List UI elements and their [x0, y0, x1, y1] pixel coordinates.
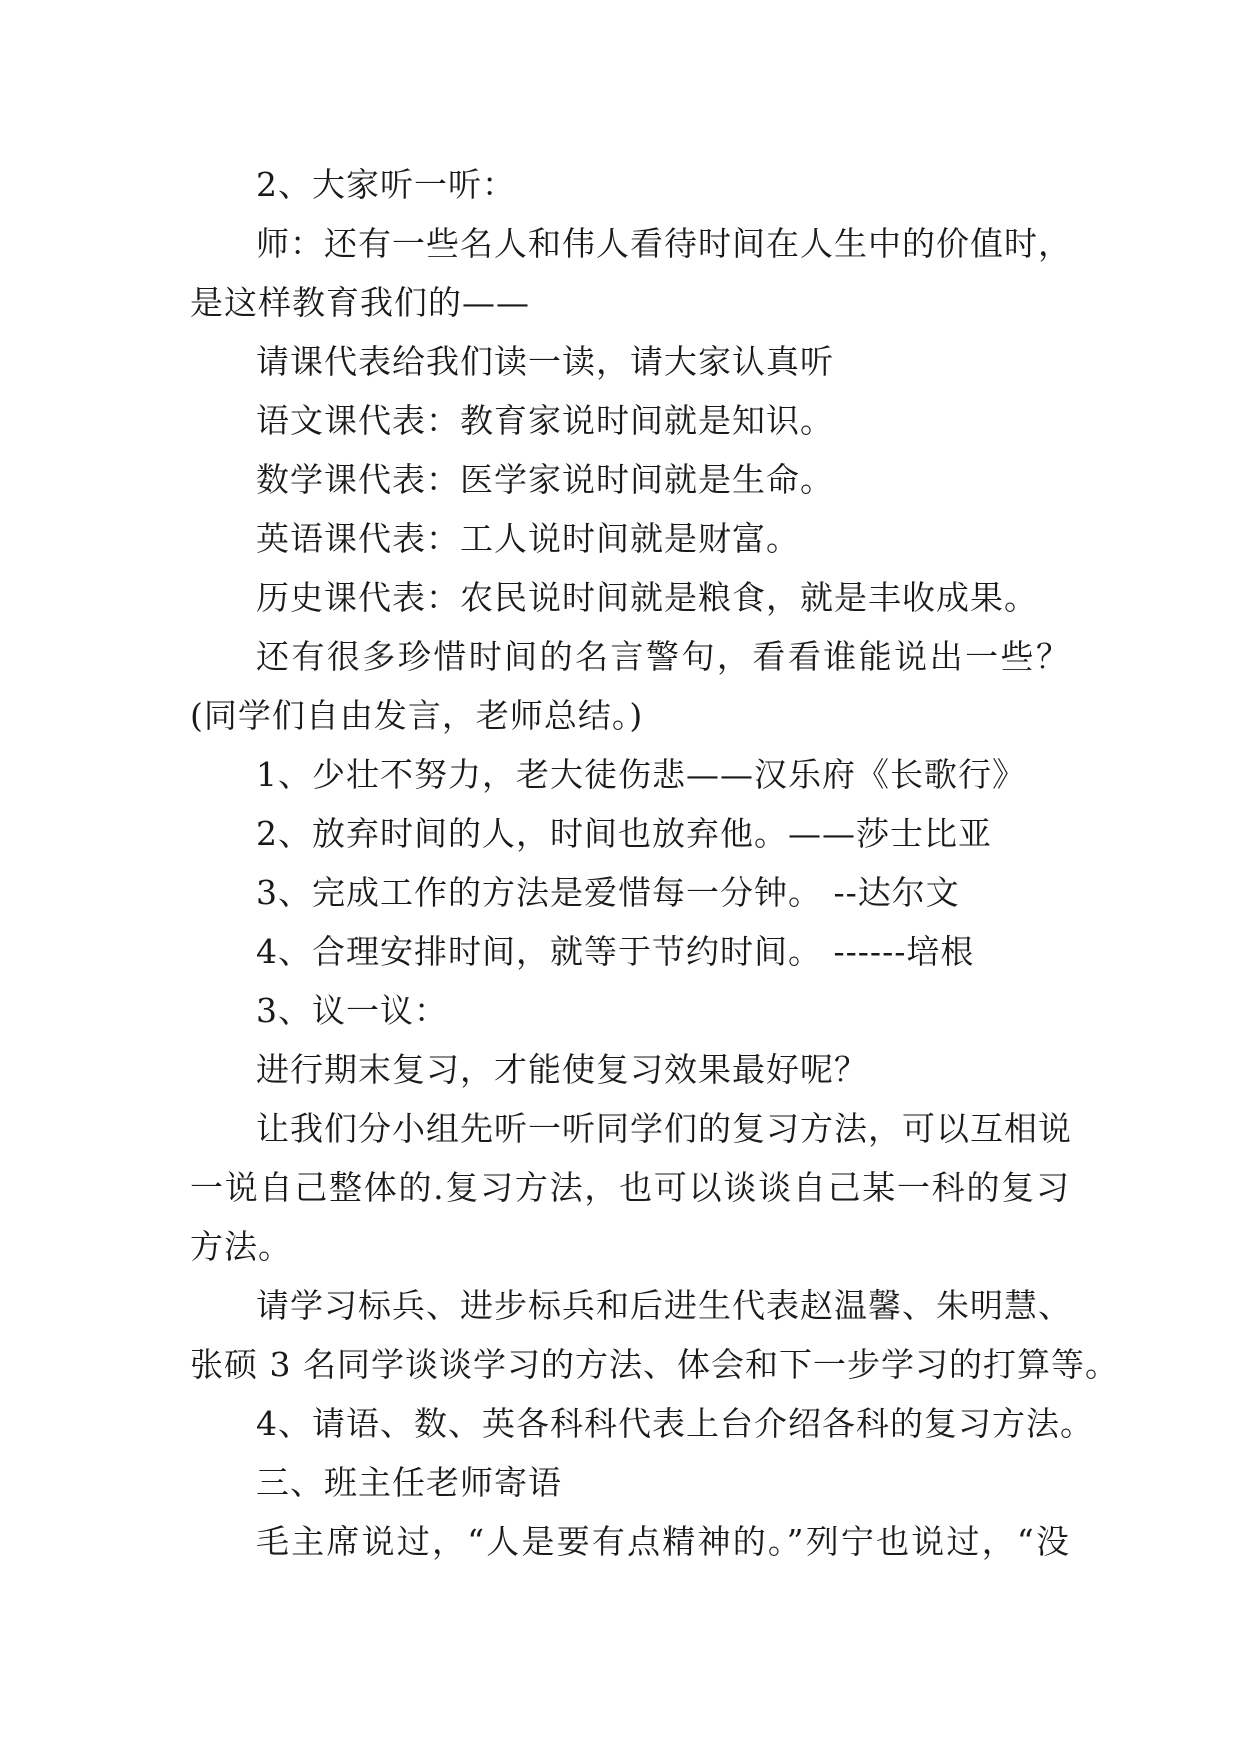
paragraph-line: 4、请语、数、英各科科代表上台介绍各科的复习方法。: [256, 1404, 1094, 1443]
paragraph-line: 让我们分小组先听一听同学们的复习方法，可以互相说: [256, 1109, 1072, 1148]
paragraph-line: 语文课代表：教育家说时间就是知识。: [256, 401, 834, 440]
paragraph-line: 还有很多珍惜时间的名言警句，看看谁能说出一些？: [256, 637, 1070, 676]
section-heading-teacher-message: 三、班主任老师寄语: [256, 1463, 562, 1502]
paragraph-line: 方法。: [190, 1227, 292, 1266]
quote-line: 2、放弃时间的人，时间也放弃他。——莎士比亚: [256, 814, 992, 853]
paragraph-line: (同学们自由发言，老师总结。): [190, 696, 644, 735]
paragraph-line: 历史课代表：农民说时间就是粮食，就是丰收成果。: [256, 578, 1038, 617]
paragraph-line: 请课代表给我们读一读，请大家认真听: [256, 342, 834, 381]
quote-line: 3、完成工作的方法是爱惜每一分钟。 --达尔文: [256, 873, 960, 912]
paragraph-line: 数学课代表：医学家说时间就是生命。: [256, 460, 834, 499]
document-body: [190, 155, 1119, 1571]
paragraph-line: 毛主席说过，“人是要有点精神的。”列宁也说过，“没: [256, 1522, 1070, 1561]
quote-line: 1、少壮不努力，老大徒伤悲——汉乐府《长歌行》: [256, 755, 1026, 794]
paragraph-line: 进行期末复习，才能使复习效果最好呢？: [256, 1050, 868, 1089]
paragraph-line: 一说自己整体的.复习方法，也可以谈谈自己某一科的复习: [190, 1168, 1070, 1207]
section-heading-listen: 2、大家听一听：: [256, 165, 516, 204]
paragraph-line: 英语课代表：工人说时间就是财富。: [256, 519, 800, 558]
paragraph-line: 师：还有一些名人和伟人看待时间在人生中的价值时，: [256, 224, 1072, 263]
paragraph-line: 是这样教育我们的——: [190, 283, 530, 322]
paragraph-line: 张硕 3 名同学谈谈学习的方法、体会和下一步学习的打算等。: [190, 1345, 1119, 1384]
quote-line: 4、合理安排时间，就等于节约时间。 ------培根: [256, 932, 975, 971]
paragraph-line: 请学习标兵、进步标兵和后进生代表赵温馨、朱明慧、: [256, 1286, 1072, 1325]
section-heading-discuss: 3、议一议：: [256, 991, 448, 1030]
